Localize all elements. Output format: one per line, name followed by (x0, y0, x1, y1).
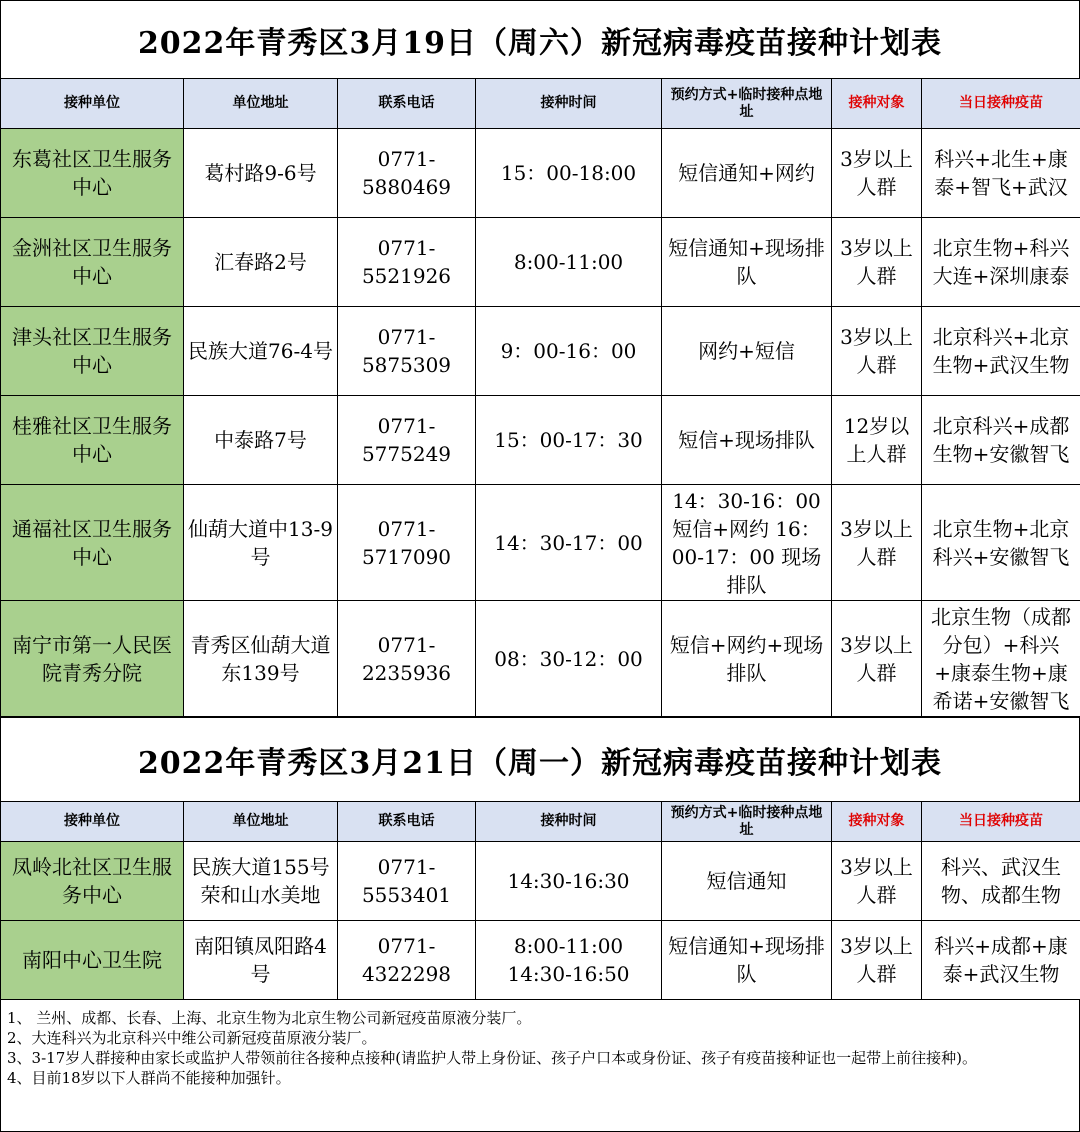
target-cell: 3岁以上人群 (832, 307, 922, 396)
method-cell: 短信+网约+现场排队 (662, 601, 832, 717)
section1-header-row (1, 79, 1080, 129)
address-cell: 南阳镇凤阳路4号 (184, 921, 338, 1000)
time-cell: 9：00-16：00 (476, 307, 662, 396)
section2-header-row (1, 802, 1080, 842)
header-time: 接种时间 (476, 802, 662, 842)
address-cell: 葛村路9-6号 (184, 129, 338, 218)
header-address: 单位地址 (184, 79, 338, 129)
method-cell: 短信+现场排队 (662, 396, 832, 485)
header-phone: 联系电话 (338, 802, 476, 842)
address-cell: 汇春路2号 (184, 218, 338, 307)
target-cell: 12岁以上人群 (832, 396, 922, 485)
vaccine-cell: 北京科兴+北京生物+武汉生物 (922, 307, 1080, 396)
section2-table (0, 801, 1080, 1000)
notes-section (0, 1000, 1080, 1132)
section2-title: 2022年青秀区3月21日（周一）新冠病毒疫苗接种计划表 (0, 717, 1080, 801)
time-cell: 15：00-18:00 (476, 129, 662, 218)
time-cell: 15：00-17：30 (476, 396, 662, 485)
phone-cell: 0771-2235936 (338, 601, 476, 717)
header-unit: 接种单位 (1, 79, 184, 129)
note-line: 4、目前18岁以下人群尚不能接种加强针。 (7, 1068, 1073, 1088)
target-cell: 3岁以上人群 (832, 921, 922, 1000)
time-cell: 08：30-12：00 (476, 601, 662, 717)
phone-cell: 0771-5553401 (338, 842, 476, 921)
method-cell: 网约+短信 (662, 307, 832, 396)
target-cell: 3岁以上人群 (832, 129, 922, 218)
vaccine-cell: 北京生物+北京科兴+安徽智飞 (922, 485, 1080, 601)
table-row (1, 921, 1080, 1000)
phone-cell: 0771-5880469 (338, 129, 476, 218)
unit-cell: 通福社区卫生服务中心 (1, 485, 184, 601)
header-target: 接种对象 (832, 79, 922, 129)
vaccine-cell: 科兴、武汉生物、成都生物 (922, 842, 1080, 921)
vaccine-cell: 北京科兴+成都生物+安徽智飞 (922, 396, 1080, 485)
vaccine-cell: 北京生物+科兴大连+深圳康泰 (922, 218, 1080, 307)
header-target: 接种对象 (832, 802, 922, 842)
section1-title: 2022年青秀区3月19日（周六）新冠病毒疫苗接种计划表 (0, 0, 1080, 78)
method-cell: 短信通知+现场排队 (662, 218, 832, 307)
unit-cell: 南阳中心卫生院 (1, 921, 184, 1000)
unit-cell: 凤岭北社区卫生服务中心 (1, 842, 184, 921)
unit-cell: 东葛社区卫生服务中心 (1, 129, 184, 218)
phone-cell: 0771-5775249 (338, 396, 476, 485)
unit-cell: 津头社区卫生服务中心 (1, 307, 184, 396)
table-row (1, 396, 1080, 485)
time-cell: 8:00-11:00 14:30-16:50 (476, 921, 662, 1000)
target-cell: 3岁以上人群 (832, 601, 922, 717)
table-row (1, 601, 1080, 717)
header-address: 单位地址 (184, 802, 338, 842)
time-cell: 14：30-17：00 (476, 485, 662, 601)
address-cell: 仙葫大道中13-9号 (184, 485, 338, 601)
header-vaccine: 当日接种疫苗 (922, 79, 1080, 129)
unit-cell: 桂雅社区卫生服务中心 (1, 396, 184, 485)
method-cell: 14：30-16：00 短信+网约 16：00-17：00 现场排队 (662, 485, 832, 601)
unit-cell: 南宁市第一人民医院青秀分院 (1, 601, 184, 717)
target-cell: 3岁以上人群 (832, 218, 922, 307)
address-cell: 民族大道76-4号 (184, 307, 338, 396)
vaccine-cell: 科兴+成都+康泰+武汉生物 (922, 921, 1080, 1000)
vaccine-cell: 科兴+北生+康泰+智飞+武汉 (922, 129, 1080, 218)
header-vaccine: 当日接种疫苗 (922, 802, 1080, 842)
method-cell: 短信通知 (662, 842, 832, 921)
note-line: 2、大连科兴为北京科兴中维公司新冠疫苗原液分装厂。 (7, 1028, 1073, 1048)
address-cell: 民族大道155号荣和山水美地 (184, 842, 338, 921)
header-unit: 接种单位 (1, 802, 184, 842)
table-row (1, 842, 1080, 921)
phone-cell: 0771-5875309 (338, 307, 476, 396)
note-line: 1、 兰州、成都、长春、上海、北京生物为北京生物公司新冠疫苗原液分装厂。 (7, 1008, 1073, 1028)
table-row (1, 307, 1080, 396)
method-cell: 短信通知+网约 (662, 129, 832, 218)
table-row (1, 129, 1080, 218)
phone-cell: 0771-5717090 (338, 485, 476, 601)
vaccine-cell: 北京生物（成都分包）+科兴+康泰生物+康希诺+安徽智飞 (922, 601, 1080, 717)
time-cell: 8:00-11:00 (476, 218, 662, 307)
phone-cell: 0771-5521926 (338, 218, 476, 307)
table-row (1, 218, 1080, 307)
unit-cell: 金洲社区卫生服务中心 (1, 218, 184, 307)
address-cell: 青秀区仙葫大道东139号 (184, 601, 338, 717)
header-phone: 联系电话 (338, 79, 476, 129)
address-cell: 中泰路7号 (184, 396, 338, 485)
phone-cell: 0771-4322298 (338, 921, 476, 1000)
target-cell: 3岁以上人群 (832, 485, 922, 601)
section1-table (0, 78, 1080, 717)
method-cell: 短信通知+现场排队 (662, 921, 832, 1000)
header-time: 接种时间 (476, 79, 662, 129)
time-cell: 14:30-16:30 (476, 842, 662, 921)
table-row (1, 485, 1080, 601)
header-method: 预约方式+临时接种点地址 (662, 802, 832, 842)
header-method: 预约方式+临时接种点地址 (662, 79, 832, 129)
note-line: 3、3-17岁人群接种由家长或监护人带领前往各接种点接种(请监护人带上身份证、孩子户口本或身份证、孩子有疫苗接种证也一起带上前往接种)。 (7, 1048, 1073, 1068)
target-cell: 3岁以上人群 (832, 842, 922, 921)
